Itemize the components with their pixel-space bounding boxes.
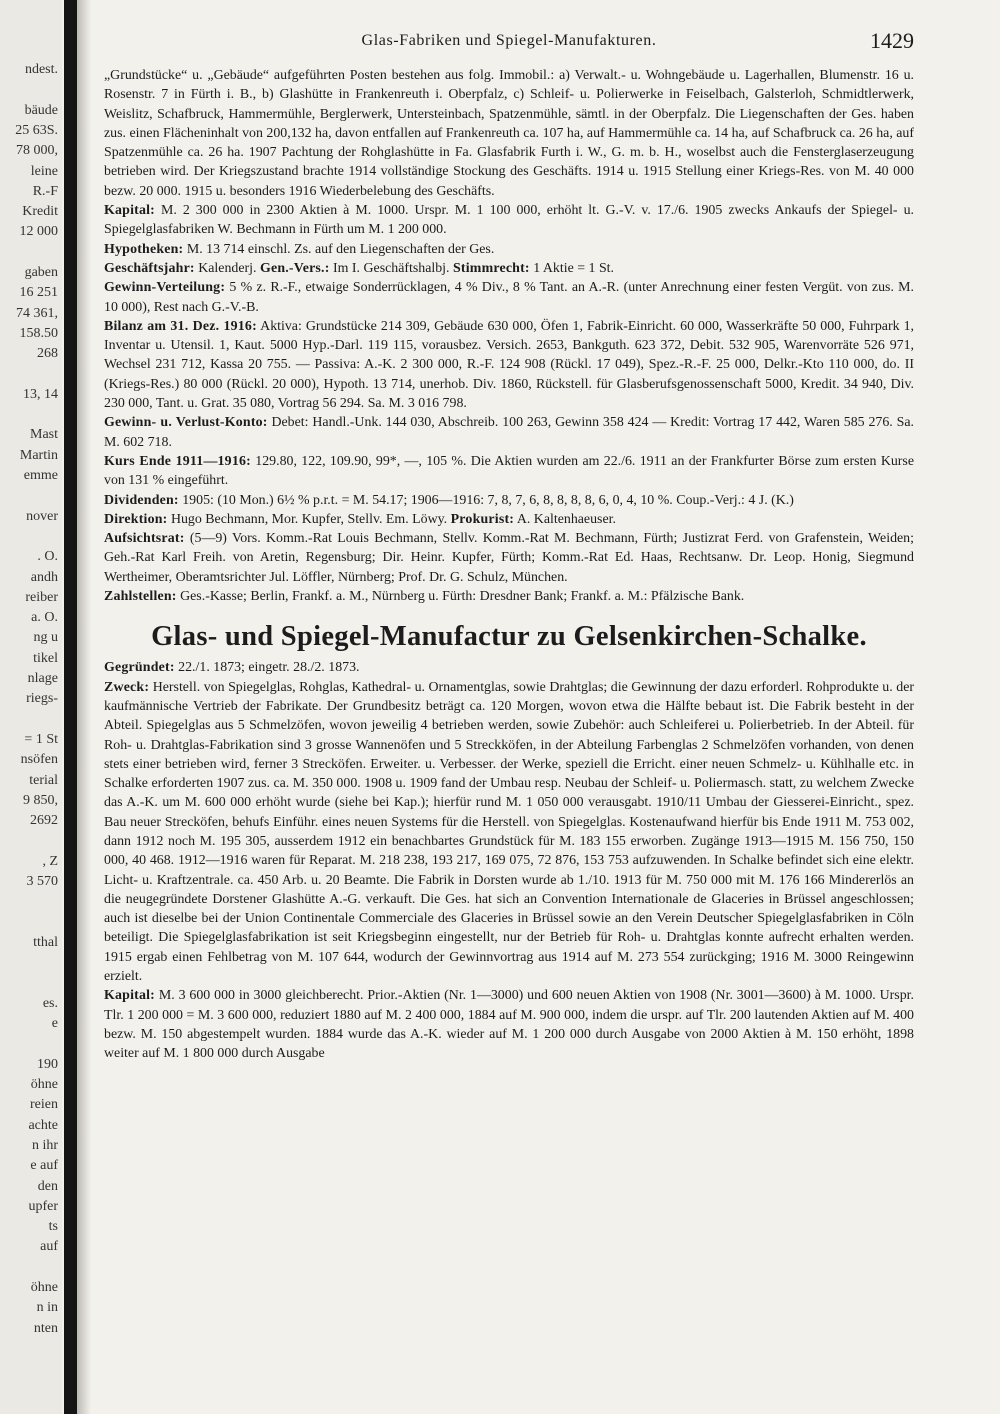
margin-fragment: Kredit xyxy=(22,204,58,220)
margin-fragment: 190 xyxy=(37,1056,58,1072)
fiscal-year-text: Kalenderj. xyxy=(194,260,260,276)
fiscal-year-label: Geschäftsjahr: xyxy=(104,260,195,276)
margin-fragment: leine xyxy=(30,163,58,179)
supervisory-board-text: (5—9) Vors. Komm.-Rat Louis Bechmann, Stellv. Komm.-Rat M. Bechmann, Fürth; Justizrat Ferd. von Grafenstein, Weiden; Geh.-Rat Karl Freih. von Aretin, Regensburg; Dir. Heinr. Kupfer, Fürth; Komm.-Rat Ed. Haas, Rechtsanw. Dr. Leop. Honig, Siegmund Wertheimer, Oberamtsrichter Jul. Löffler, Nürnberg; Prof. Dr. G. Schulz, München. xyxy=(104,531,914,585)
adjacent-page-margin xyxy=(0,0,62,1414)
margin-fragment: n in xyxy=(36,1300,58,1316)
founded-text: 22./1. 1873; eingetr. 28./2. 1873. xyxy=(174,660,360,676)
margin-fragment: n ihr xyxy=(31,1137,58,1153)
purpose-label: Zweck: xyxy=(104,679,150,695)
margin-fragment: 25 63S. xyxy=(15,122,58,138)
profit-distribution-paragraph xyxy=(104,278,914,317)
balance-label: Bilanz am 31. Dez. 1916: xyxy=(104,318,257,334)
voting-right-label: Stimmrecht: xyxy=(452,260,530,276)
management-paragraph xyxy=(104,510,914,529)
founded-paragraph xyxy=(104,658,914,677)
company-heading: Glas- und Spiegel-Manufactur zu Gelsenkirchen-Schalke. xyxy=(151,621,867,653)
voting-right-text: 1 Aktie = 1 St. xyxy=(529,260,615,276)
margin-fragment: 3 570 xyxy=(26,874,58,889)
margin-fragment: reien xyxy=(30,1097,58,1113)
share-price-label: Kurs Ende 1911—1916: xyxy=(104,453,251,469)
margin-fragment: auf xyxy=(40,1239,58,1255)
profit-distribution-label: Gewinn-Verteilung: xyxy=(104,280,226,296)
capital-label-2: Kapital: xyxy=(104,988,155,1004)
property-paragraph xyxy=(104,66,914,201)
margin-fragment: , Z xyxy=(42,853,58,869)
share-price-text: 129.80, 122, 109.90, 99*, —, 105 %. Die Aktien wurden am 22./6. 1911 an der Frankfurter Börse zum ersten Kurse von 131 % eingeführt. xyxy=(104,453,914,489)
capital-paragraph-2 xyxy=(104,986,914,1063)
margin-fragment: 74 361, xyxy=(16,305,58,321)
supervisory-board-paragraph xyxy=(104,529,914,587)
margin-fragment: 268 xyxy=(37,346,58,362)
margin-fragment: öhne xyxy=(30,1280,58,1295)
profit-loss-text: Debet: Handl.-Unk. 144 030, Abschreib. 100 263, Gewinn 358 424 — Kredit: Vortrag 17 442, Waren 585 276. Sa. M. 602 718. xyxy=(104,415,914,450)
running-head-title: Glas-Fabriken und Spiegel-Manufakturen. xyxy=(361,32,657,49)
margin-fragment: R.-F xyxy=(32,183,58,199)
margin-fragment: nlage xyxy=(27,671,58,686)
profit-loss-label: Gewinn- u. Verlust-Konto: xyxy=(104,415,268,431)
spine-shadow xyxy=(77,0,91,1414)
procurator-label: Prokurist: xyxy=(450,511,515,527)
paying-agents-text: Ges.-Kasse; Berlin, Frankf. a. M., Nürnberg u. Fürth: Dresdner Bank; Frankf. a. M.: Pfälzische Bank. xyxy=(176,589,745,605)
margin-fragment: a. O. xyxy=(31,610,58,626)
purpose-paragraph xyxy=(104,678,914,987)
margin-fragment: nover xyxy=(26,508,58,524)
mortgage-paragraph xyxy=(104,240,914,259)
margin-fragment: 158.50 xyxy=(19,325,58,341)
margin-fragment: emme xyxy=(23,468,58,483)
margin-fragment: andh xyxy=(30,569,58,585)
margin-fragment: terial xyxy=(29,772,58,788)
management-label: Direktion: xyxy=(104,511,168,527)
margin-fragment: e xyxy=(51,1016,58,1032)
purpose-text: Herstell. von Spiegelglas, Rohglas, Kathedral- u. Ornamentglas, sowie Drahtglas; die Gewinnung der dazu erforderl. Rohprodukte u. der kaufmännische Vertrieb der Fabrikate. Der Grundbesitz beträgt ca. 120 Morgen, wovon etwa die Hälfte bebaut ist. Die Fabrik besteht in der Abteil. Spiegelglas aus 5 Schmelzöfen, wovon jeweilig 4 betrieben werden, sowie Zubehör: auch Schleiferei u. Polierbetrieb. In der Abteil. für Roh- u. Drahtglas-Fabrikation sind 3 grosse Wannenöfen und 5 Streckköfen, in der Abteilung Farbenglas 2 Schmelzöfen vorhanden, von denen stets einer betrieben wird, ferner 3 Strecköfen. Erweiter. u. Verbesser. der Werke, speziell die Erricht. einer neuen Schmelz- u. Kühlhalle etc. in Schalke erforderten 1907 zus. ca. M. 350 000. 1908 u. 1909 fand der Umbau resp. Neubau der Schleif- u. Poliermasch. statt, zu welchem Zwecke das A.-K. um M. 600 000 erhöht wurde (siehe bei Kap.); hierfür rund M. 1 050 000 verausgabt. 1910/11 Umbau der Giesserei-Einricht., spez. Bau neuer Strecköfen, behufs Einführ. eines neuen Systems für die Herstell. von Spiegelglas. Kostenaufwand hierfür bis Ende 1911 M. 753 002, dann 1912 noch M. 195 305, ausserdem 1912 ein benachbartes Grundstück für M. 183 155 erworben. Zugänge 1913—1915 M. 156 750, 150 000, 40 468. 1912—1916 waren für Reparat. M. 218 238, 193 217, 169 075, 72 876, 153 753 aufzuwenden. In Schalke befindet sich eine elektr. Licht- u. Kraftzentrale. ca. 450 Arb. u. 20 Beamte. Die Fabrik in Dorsten wurde ab 1./10. 1913 für M. 750 000 mit M. 176 166 Mindererlös an die neugegründete Dorstener Glashütte A.-G. verkauft. Die Ges. hat sich an Convention Internationale de Glaceries in Brüssel angeschlossen; auch ist dieselbe bei der Union Continentale Commerciale des Glaceries in Brüssel sowie an den Verein Deutscher Spiegelglasfabriken in Cöln beteiligt. Die Spiegelglasfabrikation ist seit Kriegsbeginn eingestellt, nur der Betrieb für Roh- u. Drahtglas konnte aufrecht erhalten werden. 1915 ergab einen Fehlbetrag von M. 107 644, wodurch der Gewinnvortrag aus 1914 auf M. 273 554 zurückging; 1916 M. 3000 Reingewinn erzielt. xyxy=(104,679,914,985)
margin-fragment: bäude xyxy=(24,102,58,118)
margin-fragment: 13, 14 xyxy=(23,386,58,402)
profit-distribution-text: 5 % z. R.-F., etwaige Sonderrücklagen, 4 % Div., 8 % Tant. an A.-R. (unter Anrechnung einer festen Vergüt. von zus. M. 10 000), Rest nach G.-V.-B. xyxy=(104,280,914,315)
margin-fragment: ng u xyxy=(33,630,58,646)
book-spine xyxy=(64,0,77,1414)
mortgage-label: Hypotheken: xyxy=(104,241,184,257)
margin-fragment: den xyxy=(37,1178,58,1194)
margin-fragment: 2692 xyxy=(30,813,58,829)
balance-text: Aktiva: Grundstücke 214 309, Gebäude 630 000, Öfen 1, Fabrik-Einricht. 60 000, Wasserkräfte 50 000, Fuhrpark 1, Inventar u. Utensil. 1, Kaut. 5000 Hyp.-Darl. 119 115, vorausbez. Versich. 2653, Bankguth. 623 372, Debit. 532 905, Warenvorräte 526 971, Wechsel 231 712, Kassa 20 755. — Passiva: A.-K. 2 300 000, R.-F. 124 908 (Rückl. 17 049), Spez.-R.-F. 25 000, Delkr.-Kto 110 000, do. II (Kriegs-Res.) 80 000 (Rückl. 20 000), Hypoth. 13 714, unerhob. Div. 1860, Rückstell. für Glasberufsgenossenschaft 5000, Kredit. 34 940, Div. 230 000, Tant. u. Grat. 35 080, Vortrag 56 294. Sa. M. 3 016 798. xyxy=(104,318,914,412)
margin-fragment: reiber xyxy=(25,589,58,605)
property-text: „Grundstücke“ u. „Gebäude“ aufgeführten Posten bestehen aus folg. Immobil.: a) Verwalt.- u. Wohngebäude u. Lagerhallen, Blumenstr. 16 u. Rosenstr. 7 in Fürth i. B., b) Glashütte in Frankenreuth i. Oberpfalz, c) Schleif- u. Polierwerke in Feiselbach, Galsterloh, Schmidtlerwerk, Weislitz, Schafbruck, Hammermühle, Berglerwerk, Untersteinbach, Spatzenmühle, sämtl. in der Oberpfalz. Die Liegenschaften der Ges. haben zus. einen Flächeninhalt von 200,132 ha, davon entfallen auf Frankenreuth ca. 107 ha, auf Hammermühle ca. 14 ha, auf Schafbruck ca. 26 ha, auf Spatzenmühle ca. 26 ha. 1907 Pachtung der Rohglashütte in Fa. Glasfabrik Furth i. W., G. m. b. H., woselbst auch die Fensterglaserzeugung betrieben wird. Der Kriegszustand brachte 1914 vollständige Stockung des Geschäfts. 1914 u. 1915 Stellung einer Kriegs-Res. von M. 40 000 bezw. 20 000. 1915 u. besonders 1916 Wiederbelebung des Geschäfts. xyxy=(104,68,914,199)
procurator-text: A. Kaltenhaeuser. xyxy=(514,511,616,527)
entry-continued xyxy=(104,66,914,606)
page-content xyxy=(104,30,914,1064)
fiscal-year-paragraph xyxy=(104,259,914,278)
mortgage-text: M. 13 714 einschl. Zs. auf den Liegenschaften der Ges. xyxy=(183,241,495,257)
dividends-text: 1905: (10 Mon.) 6½ % p.r.t. = M. 54.17; 1906—1916: 7, 8, 7, 6, 8, 8, 8, 8, 6, 0, 4, 10 %. Coup.-Verj.: 4 J. (K.) xyxy=(178,492,794,508)
capital-text: M. 2 300 000 in 2300 Aktien à M. 1000. Urspr. M. 1 100 000, erhöht lt. G.-V. v. 17./6. 1905 zwecks Ankaufs der Spiegel- u. Spiegelglasfabriken W. Bechmann in Fürth um M. 1 200 000. xyxy=(104,203,914,238)
margin-fragment: . O. xyxy=(37,549,58,565)
margin-fragment: ts xyxy=(48,1219,58,1235)
margin-fragment: achte xyxy=(28,1117,58,1133)
management-text: Hugo Bechmann, Mor. Kupfer, Stellv. Em. Löwy. xyxy=(167,511,451,527)
margin-fragment: ndest. xyxy=(24,62,58,77)
entry-new xyxy=(104,658,914,1063)
page-number: 1429 xyxy=(870,28,914,53)
paying-agents-label: Zahlstellen: xyxy=(104,589,177,605)
margin-fragment: 9 850, xyxy=(23,792,58,808)
margin-fragment: 12 000 xyxy=(19,224,58,240)
supervisory-board-label: Aufsichtsrat: xyxy=(104,531,185,547)
dividends-label: Dividenden: xyxy=(104,492,179,508)
capital-paragraph xyxy=(104,201,914,240)
margin-fragment: Mast xyxy=(30,427,58,443)
capital-label: Kapital: xyxy=(104,203,155,219)
margin-fragment: öhne xyxy=(30,1077,58,1092)
margin-fragment: = 1 St xyxy=(24,731,58,747)
capital-text-2: M. 3 600 000 in 3000 gleichberecht. Prior.-Aktien (Nr. 1—3000) und 600 neuen Aktien von 1908 (Nr. 3001—3600) à M. 1000. Urspr. Tlr. 1 200 000 = M. 3 600 000, reduziert 1880 auf M. 2 400 000, 1884 auf M. 900 000, indem die urspr. auf Tlr. 200 lautenden Aktien auf M. 400 bezw. M. 150 abgestempelt wurden. 1884 wurde das A.-K. wieder auf M. 1 200 000 durch Ausgabe von 2000 Aktien à M. 150 erhöht, 1898 weiter auf M. 1 800 000 durch Ausgabe xyxy=(104,988,914,1062)
balance-paragraph xyxy=(104,317,914,413)
profit-loss-paragraph xyxy=(104,413,914,452)
margin-fragment: e auf xyxy=(30,1158,58,1174)
margin-fragment: tikel xyxy=(33,650,58,666)
margin-fragment: tthal xyxy=(33,934,58,950)
margin-fragment: 16 251 xyxy=(19,285,58,301)
margin-fragment: upfer xyxy=(28,1198,58,1214)
margin-fragment: riegs- xyxy=(26,691,58,707)
general-meeting-label: Gen.-Vers.: xyxy=(259,260,330,276)
paying-agents-paragraph xyxy=(104,587,914,606)
running-head xyxy=(104,30,914,56)
share-price-paragraph xyxy=(104,452,914,491)
margin-fragment: gaben xyxy=(24,265,58,280)
dividends-paragraph xyxy=(104,491,914,510)
margin-fragment: nten xyxy=(33,1320,58,1336)
founded-label: Gegründet: xyxy=(104,660,175,676)
general-meeting-text: Im I. Geschäftshalbj. xyxy=(329,260,453,276)
margin-fragment: Martin xyxy=(19,447,58,463)
margin-fragment: nsöfen xyxy=(20,752,58,768)
margin-fragment: es. xyxy=(42,995,58,1011)
margin-fragment: 78 000, xyxy=(16,143,58,159)
